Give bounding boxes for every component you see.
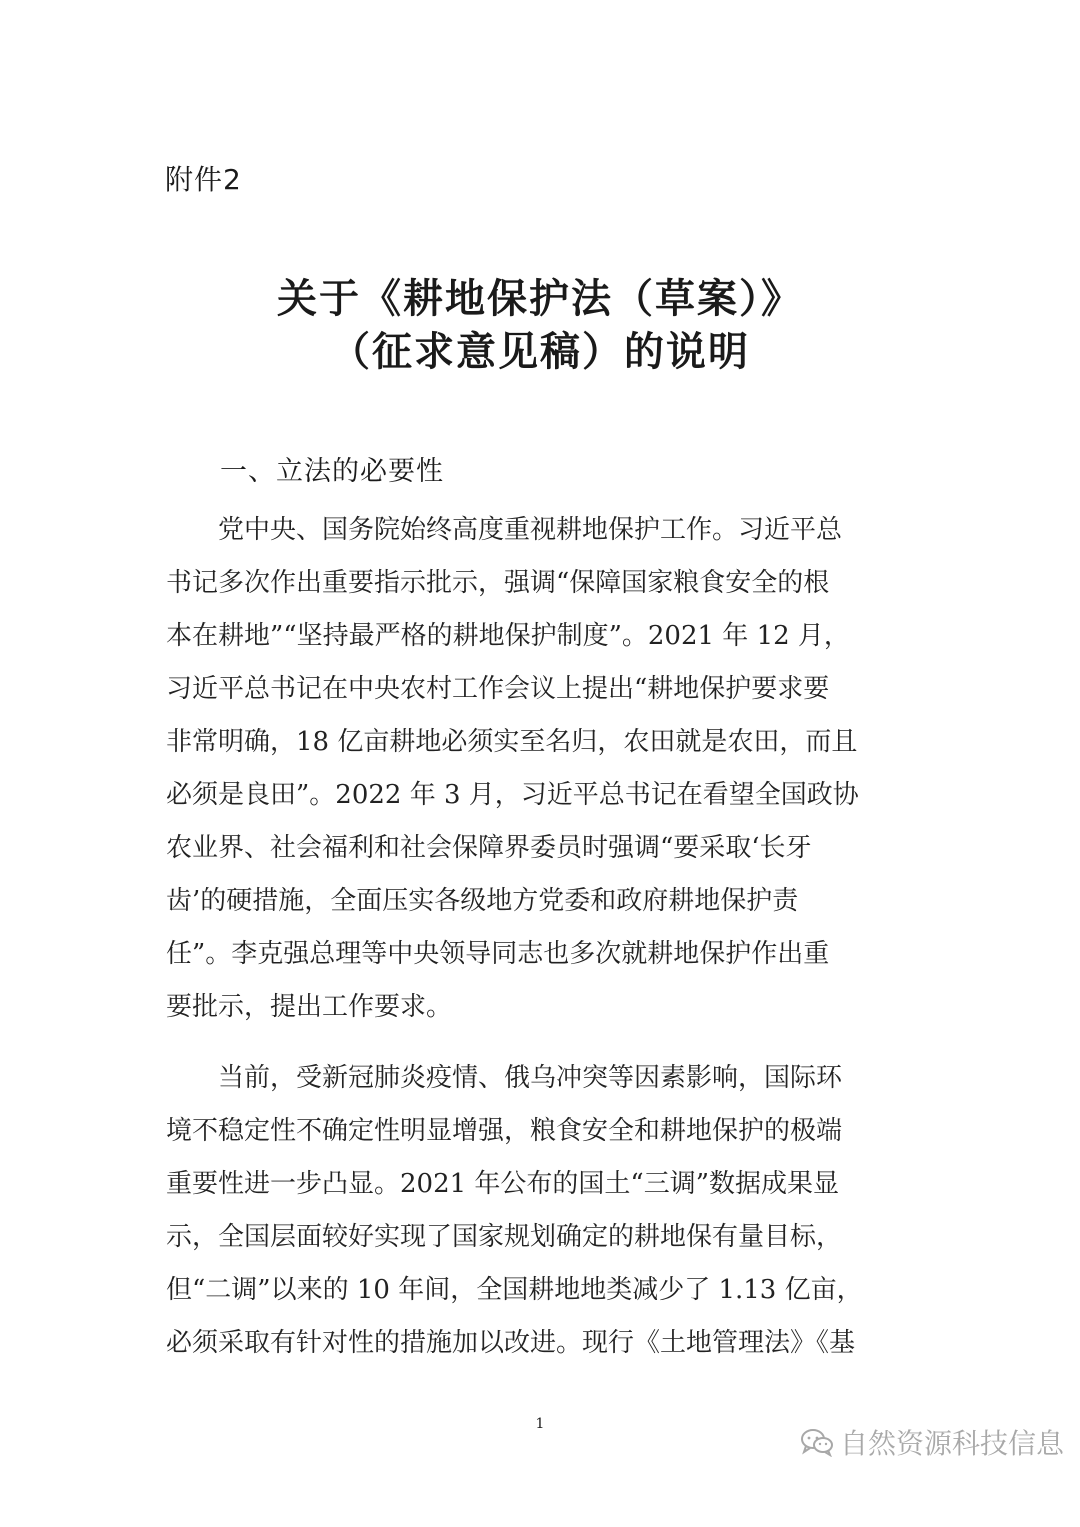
text-line: 习近平总书记在中央农村工作会议上提出“耕地保护要求要 xyxy=(166,674,830,704)
wechat-icon xyxy=(800,1427,834,1457)
text-line: 本在耕地”“坚持最严格的耕地保护制度”。2021 年 12 月， xyxy=(166,621,850,651)
text-line: 非常明确，18 亿亩耕地必须实至名归，农田就是农田，而且 xyxy=(166,727,858,757)
paragraph-gap xyxy=(166,1034,916,1052)
watermark xyxy=(800,1422,1064,1462)
text-line: 齿’的硬措施，全面压实各级地方党委和政府耕地保护责 xyxy=(166,886,799,916)
text-line: 重要性进一步凸显。2021 年公布的国土“三调”数据成果显 xyxy=(166,1169,840,1199)
text-line: 境不稳定性不确定性明显增强，粮食安全和耕地保护的极端 xyxy=(166,1116,843,1146)
paragraph-2 xyxy=(166,1052,916,1370)
text-line: 必须采取有针对性的措施加以改进。现行《土地管理法》《基 xyxy=(166,1328,856,1358)
page-number: 1 xyxy=(535,1416,545,1432)
section-heading: 一、立法的必要性 xyxy=(220,456,444,487)
text-line: 示，全国层面较好实现了国家规划确定的耕地保有量目标， xyxy=(166,1222,843,1252)
watermark-text: 自然资源科技信息 xyxy=(840,1427,1065,1460)
text-line: 但“二调”以来的 10 年间，全国耕地地类减少了 1.13 亿亩， xyxy=(166,1275,863,1305)
text-line: 当前，受新冠肺炎疫情、俄乌冲突等因素影响，国际环 xyxy=(166,1063,843,1093)
title-line-1: 关于《耕地保护法（草案）》 xyxy=(277,275,803,322)
text-line: 党中央、国务院始终高度重视耕地保护工作。习近平总 xyxy=(166,515,843,545)
text-line: 书记多次作出重要指示批示，强调“保障国家粮食安全的根 xyxy=(166,568,830,598)
text-line: 任”。李克强总理等中央领导同志也多次就耕地保护作出重 xyxy=(166,939,830,969)
body-text xyxy=(166,504,916,1370)
title-line-2: （征求意见稿）的说明 xyxy=(330,328,750,375)
text-line: 必须是良田”。2022 年 3 月，习近平总书记在看望全国政协 xyxy=(166,780,859,810)
text-line: 农业界、社会福利和社会保障界委员时强调“要采取‘长牙 xyxy=(166,833,812,863)
document-title xyxy=(0,272,1080,378)
attachment-label: 附件2 xyxy=(165,163,242,196)
text-line: 要批示，提出工作要求。 xyxy=(166,992,453,1022)
paragraph-1 xyxy=(166,504,916,1034)
